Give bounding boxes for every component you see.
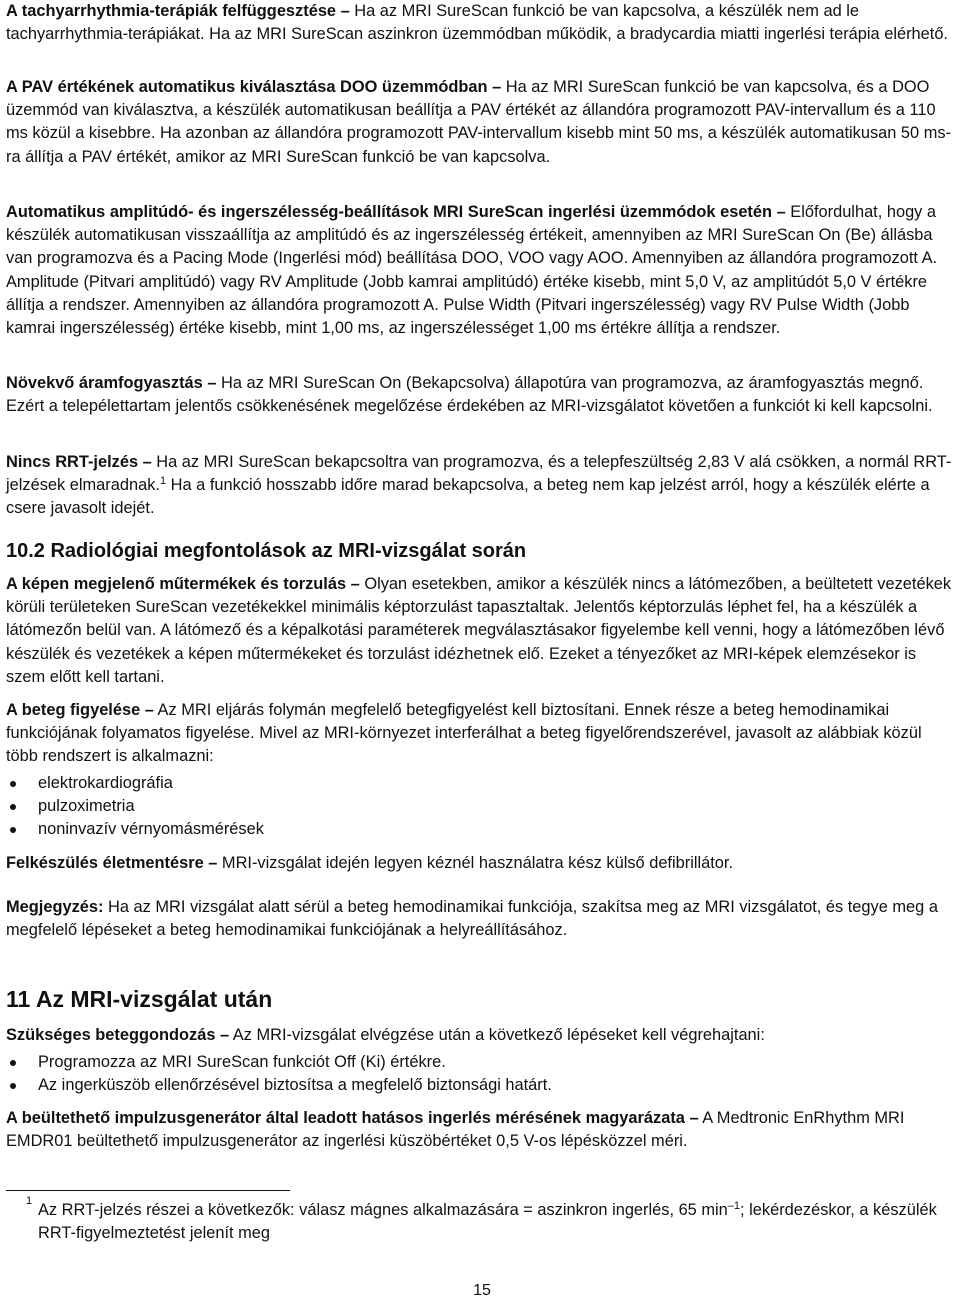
paragraph-text: Ha az MRI vizsgálat alatt sérül a beteg hemodinamikai funkciója, szakítsa meg az MRI vizsgálatot, és tegye meg a megfelelő lépéseket a beteg hemodinamikai funkciójának a helyreállításához.	[6, 898, 938, 940]
paragraph-heading: Szükséges beteggondozás –	[6, 1026, 230, 1044]
paragraph-text: Ha az MRI SureScan On (Bekapcsolva) állapotúra van programozva, az áramfogyasztás megnő. Ezért a telepélettartam jelentős csökkenésének megelőzése érdekében az MRI-vizsgálatot követően a funkciót ki kell kapcsolni.	[6, 374, 933, 416]
list-item: Programozza az MRI SureScan funkciót Off (Ki) értékre.	[6, 1051, 958, 1074]
paragraph-heading: A beültethető impulzusgenerátor által leadott hatásos ingerlés mérésének magyarázata –	[6, 1109, 699, 1127]
bullet-icon	[10, 1060, 16, 1066]
footnote-superscript: –1	[727, 1200, 741, 1212]
paragraph-heading: A képen megjelenő műtermékek és torzulás –	[6, 575, 360, 593]
bullet-icon	[10, 1083, 16, 1089]
footnote-divider	[6, 1190, 290, 1191]
paragraph-effective-pacing	[6, 1107, 958, 1153]
paragraph-text: Az MRI eljárás folymán megfelelő betegfigyelést kell biztosítani. Ennek része a beteg hemodinamikai funkciójának folyamatos figyelése. Mivel az MRI-környezet interferálhat a beteg figyelőrendszerével, javasolt az alábbiak közül több rendszert is alkalmazni:	[6, 701, 922, 766]
paragraph-text: Ha az MRI SureScan funkció be van kapcsolva, a készülék nem ad le tachyarrhythmia-terápiákat. Ha az MRI SureScan aszinkron üzemmódban működik, a bradycardia miatti ingerlési terápia elérhető.	[6, 2, 948, 44]
paragraph-heading: Felkészülés életmentésre –	[6, 854, 218, 872]
paragraph-heading: A PAV értékének automatikus kiválasztása DOO üzemmódban –	[6, 78, 502, 96]
footnote	[6, 1195, 958, 1245]
paragraph-text-continued: Ha a funkció hosszabb időre marad bekapcsolva, a beteg nem kap jelzést arról, hogy a készülék elérte a csere javasolt idejét.	[6, 476, 930, 518]
section-title-11: 11 Az MRI-vizsgálat után	[6, 986, 273, 1012]
paragraph-heading: Nincs RRT-jelzés –	[6, 453, 152, 471]
section-title-10-2: 10.2 Radiológiai megfontolások az MRI-vizsgálat során	[6, 540, 527, 562]
paragraph-no-rrt	[6, 451, 958, 521]
paragraph-text: Ha az MRI SureScan bekapcsoltra van programozva, és a telepfeszültség 2,83 V alá csökken, a normál RRT-jelzések elmaradnak.	[6, 453, 952, 495]
paragraph-artifacts	[6, 573, 958, 689]
paragraph-text: Előfordulhat, hogy a készülék automatikusan visszaállítja az amplitúdó és az ingerszélesség értékeit, amennyiben az MRI SureScan On (Be) állásba van programozva és a Pacing Mode (Ingerlési mód) beállítása DOO, VOO vagy AOO. Amennyiben az állandóra programozott A. Amplitude (Pitvari amplitúdó) vagy RV Amplitude (Jobb kamrai amplitúdó) értéke kisebb, mint 5,0 V, az amplitúdót 5,0 V értékre állítja a rendszer. Amennyiben az állandóra programozott A. Pulse Width (Pitvari ingerszélesség) vagy RV Pulse Width (Jobb kamrai ingerszélesség) értéke kisebb, mint 1,00 ms, az ingerszélességet 1,00 ms értékre állítja a rendszer.	[6, 203, 938, 338]
list-item: elektrokardiográfia	[6, 772, 958, 795]
paragraph-auto-amplitude-settings	[6, 201, 958, 340]
paragraph-tachy-therapy-suspension	[6, 0, 958, 46]
paragraph-text: Az MRI-vizsgálat elvégzése után a következő lépéseket kell végrehajtani:	[229, 1026, 765, 1044]
paragraph-text: A Medtronic EnRhythm MRI EMDR01 beültethető impulzusgenerátor az ingerlési küszöbértéket 0,5 V-os lépésközzel méri.	[6, 1109, 905, 1151]
footnote-number: 1	[26, 1195, 33, 1207]
paragraph-heading: Automatikus amplitúdó- és ingerszélesség-beállítások MRI SureScan ingerlési üzemmódok esetén –	[6, 203, 786, 221]
paragraph-text: Olyan esetekben, amikor a készülék nincs a látómezőben, a beültetett vezetékek körüli területeken SureScan vezetékekkel minimális képtorzulást tapasztaltak. Jelentős képtorzulás léphet fel, ha a készülék a látómezőn belül van. A látómező és a képalkotási paraméterek megválasztásakor figyelembe kell venni, hogy a látómezőben lévő készülék és vezetékek a képen műtermékeket és torzulást idézhetnek elő. Ezeket a tényezőket az MRI-képek elemzésekor is szem előtt kell tartani.	[6, 575, 952, 686]
paragraph-heading: Megjegyzés:	[6, 898, 104, 916]
list-item: noninvazív vérnyomásmérések	[6, 818, 958, 841]
paragraph-heading: A tachyarrhythmia-terápiák felfüggesztése –	[6, 2, 350, 20]
paragraph-text: Ha az MRI SureScan funkció be van kapcsolva, és a DOO üzemmód van kiválasztva, a készülék automatikusan beállítja a PAV értékét az állandóra programozott PAV-intervallum és a 110 ms közül a kisebbre. Ha azonban az állandóra programozott PAV-intervallum kisebb mint 50 ms, a készülék automatikusan 50 ms-ra állítja a PAV értékét, amikor az MRI SureScan funkció be van kapcsolva.	[6, 78, 952, 166]
bullet-icon	[10, 827, 16, 833]
bullet-icon	[10, 804, 16, 810]
paragraph-increased-current	[6, 372, 958, 418]
post-mri-steps-list	[6, 1051, 958, 1097]
paragraph-note	[6, 896, 958, 942]
page-number: 15	[473, 1282, 491, 1299]
footnote-reference: 1	[159, 475, 167, 488]
footnote-text: Az RRT-jelzés részei a következők: válasz mágnes alkalmazására = aszinkron ingerlés, 65 min	[38, 1201, 728, 1219]
bullet-icon	[10, 781, 16, 787]
paragraph-heading: Növekvő áramfogyasztás –	[6, 374, 217, 392]
paragraph-heading: A beteg figyelése –	[6, 701, 154, 719]
paragraph-text: MRI-vizsgálat idején legyen kéznél használatra kész külső defibrillátor.	[217, 854, 734, 872]
paragraph-resuscitation	[6, 852, 958, 875]
footnote-text-continued: ; lekérdezéskor, a készülék RRT-figyelmeztetést jelenít meg	[38, 1201, 937, 1243]
list-item: pulzoximetria	[6, 795, 958, 818]
list-item: Az ingerküszöb ellenőrzésével biztosítsa a megfelelő biztonsági határt.	[6, 1074, 958, 1097]
paragraph-patient-care	[6, 1024, 958, 1047]
paragraph-pav-auto-selection	[6, 76, 958, 169]
monitoring-methods-list	[6, 772, 958, 842]
paragraph-patient-monitoring	[6, 699, 958, 769]
